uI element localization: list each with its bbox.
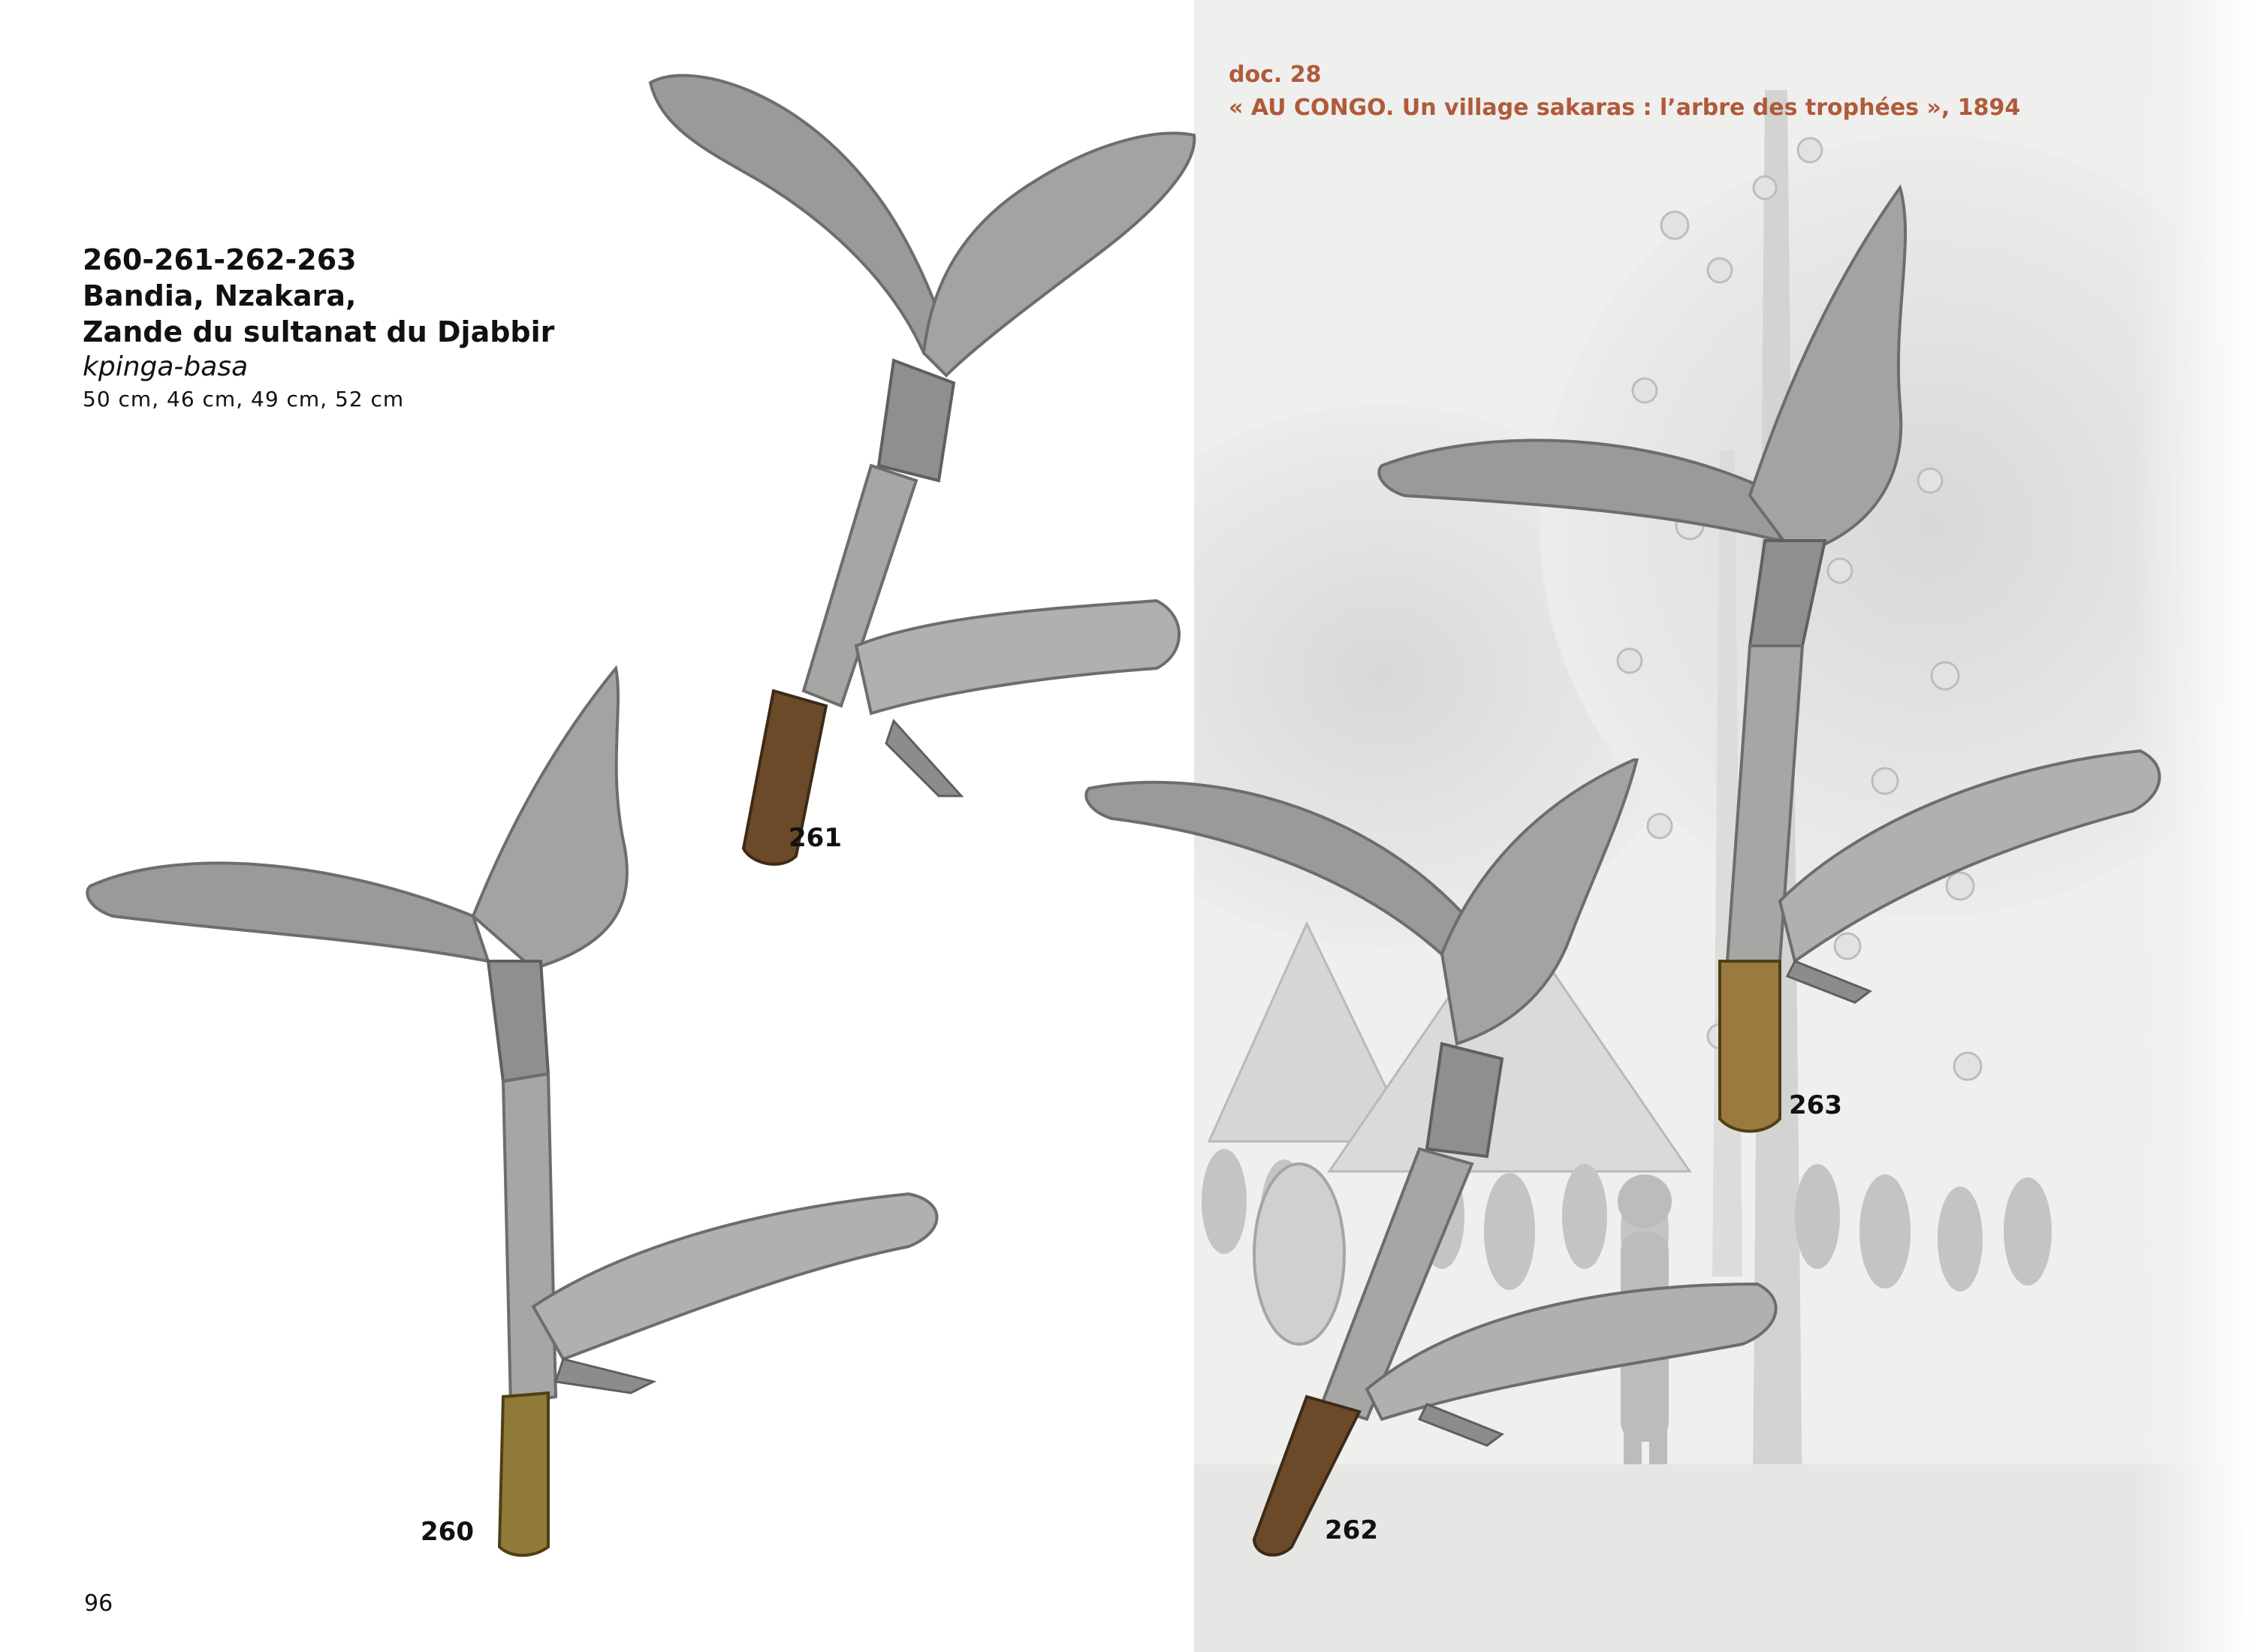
object-dimensions: 50 cm, 46 cm, 49 cm, 52 cm (83, 387, 405, 411)
page-number: 96 (84, 1590, 113, 1617)
object-name: kpinga-basa (83, 351, 249, 382)
grip (499, 1393, 548, 1555)
blade-upper-right (473, 668, 627, 969)
culture-line-1: Bandia, Nzakara, (83, 279, 357, 312)
openwork-neck (879, 360, 954, 481)
blade-upper-left (1379, 440, 1780, 541)
document-label: doc. 28 (1229, 62, 1322, 88)
catalog-entry (83, 242, 554, 415)
item-label-261: 261 (789, 823, 842, 853)
blade-lower (1367, 1284, 1776, 1419)
throwing-knife-260 (83, 661, 954, 1562)
document-caption (1229, 59, 2020, 125)
throwing-knife-263 (1374, 180, 2170, 1141)
item-label-263: 263 (1789, 1090, 1842, 1120)
document-title: « AU CONGO. Un village sakaras : l’arbre des trophées », 1894 (1229, 95, 2021, 121)
spur (1419, 1404, 1502, 1446)
blade-upper-right (1750, 188, 1905, 556)
culture-line-2: Zande du sultanat du Djabbir (83, 315, 555, 348)
spur (556, 1359, 653, 1393)
openwork-neck (1750, 541, 1825, 646)
grip (1720, 961, 1780, 1132)
blade-upper-left (87, 863, 488, 961)
blade-upper-left (650, 76, 946, 353)
item-label-260: 260 (421, 1517, 474, 1547)
openwork-neck (488, 961, 548, 1081)
item-label-262: 262 (1325, 1515, 1378, 1545)
blade-lower (1780, 751, 2159, 961)
catalog-numbers: 260-261-262-263 (83, 243, 357, 276)
blade-lower (533, 1194, 937, 1359)
spur (1787, 961, 1870, 1002)
blade-upper-right (924, 134, 1194, 376)
shaft (503, 1074, 556, 1404)
